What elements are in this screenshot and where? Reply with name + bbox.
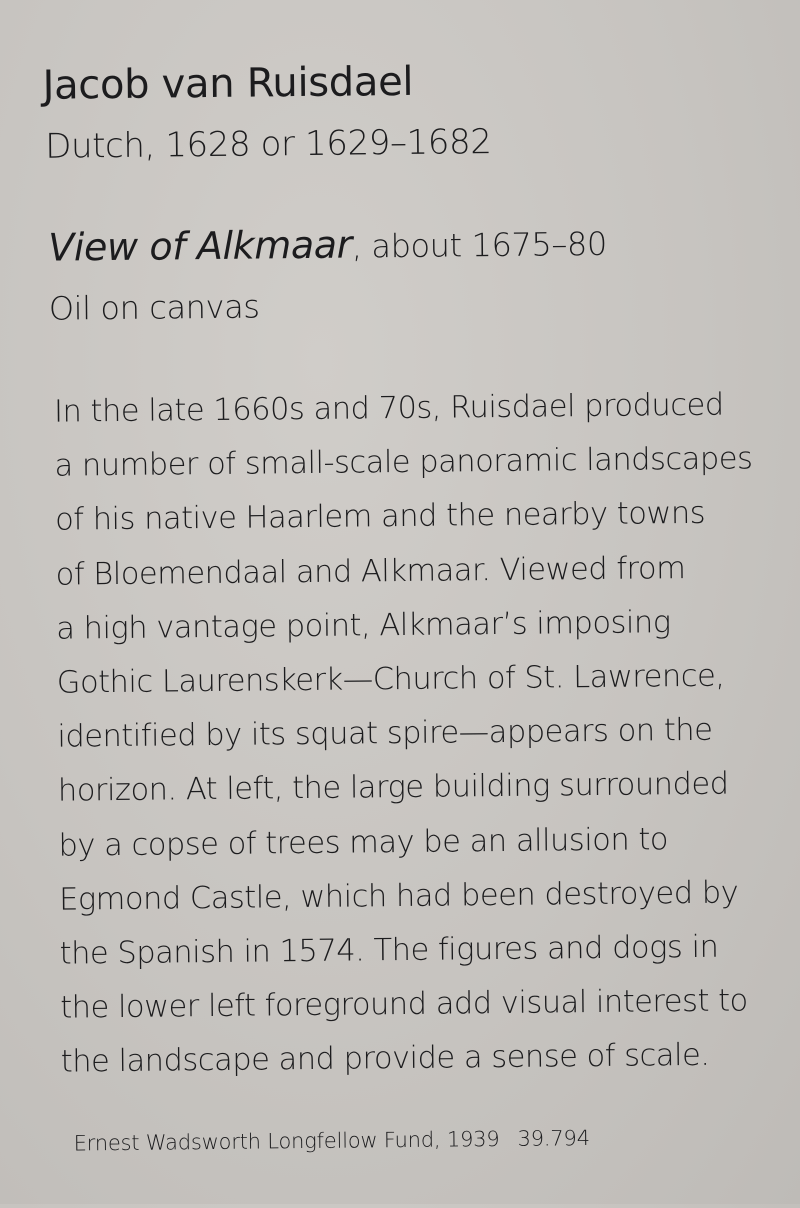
description-line: identified by its squat spire—appears on the [57, 712, 713, 755]
description-line: In the late 1660s and 70s, Ruisdael produced [53, 387, 724, 430]
description-line: by a copse of trees may be an allusion to [58, 821, 669, 864]
artwork-title: View of Alkmaar [48, 222, 353, 270]
artist-nationality-dates: Dutch, 1628 or 1629–1682 [45, 122, 492, 167]
credit-line [73, 1123, 589, 1158]
description-line: a high vantage point, Alkmaar’s imposing [56, 604, 671, 647]
artist-name: Jacob van Ruisdael [42, 58, 414, 109]
artwork-date: , about 1675–80 [351, 224, 608, 266]
credit-fund: Ernest Wadsworth Longfellow Fund, 1939 [73, 1126, 500, 1156]
artwork-title-line [48, 218, 607, 274]
description-text [54, 378, 761, 1090]
description-line: a number of small-scale panoramic landscapes [54, 441, 753, 484]
artwork-medium: Oil on canvas [48, 287, 260, 328]
description-line: of his native Haarlem and the nearby towns [54, 496, 706, 539]
description-line: the Spanish in 1574. The figures and dogs in [59, 929, 719, 972]
description-line: Gothic Laurenskerk—Church of St. Lawrence, [56, 658, 725, 701]
accession-number: 39.794 [517, 1126, 590, 1151]
description-line: of Bloemendaal and Alkmaar. Viewed from [55, 550, 686, 593]
description-line: Egmond Castle, which had been destroyed by [58, 875, 739, 918]
description-line: horizon. At left, the large building surrounded [57, 766, 729, 810]
description-line: the lower left foreground add visual interest to [60, 983, 748, 1026]
description-line: the landscape and provide a sense of scale. [60, 1038, 710, 1081]
